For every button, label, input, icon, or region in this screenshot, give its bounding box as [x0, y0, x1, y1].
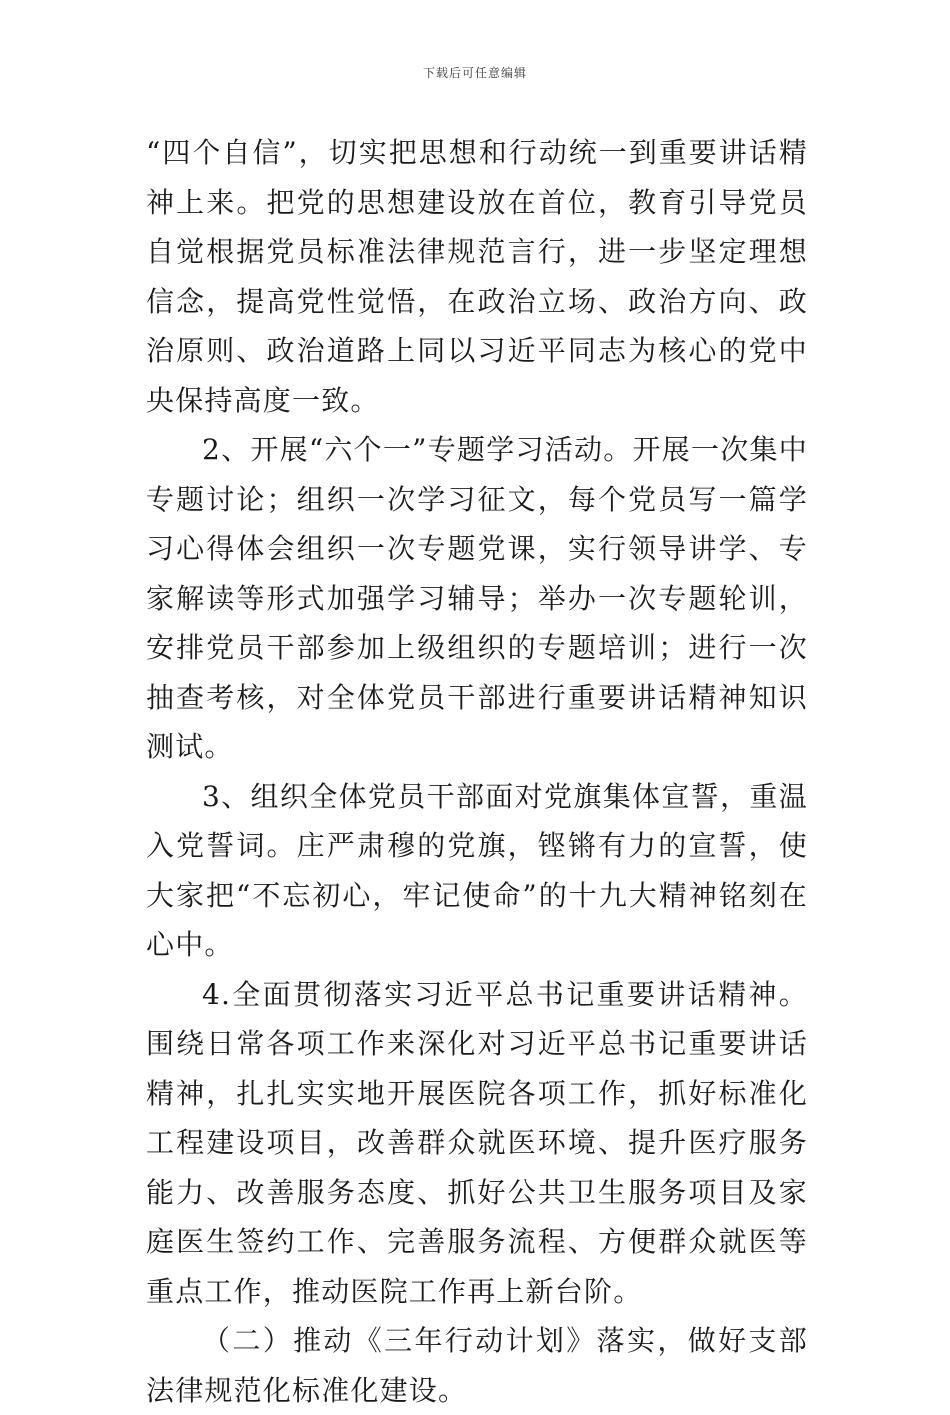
section-heading-2: （二）推动《三年行动计划》落实，做好支部法律规范化标准化建设。	[146, 1324, 808, 1407]
paragraph-item-3: 3、组织全体党员干部面对党旗集体宣誓，重温入党誓词。庄严肃穆的党旗，铿锵有力的宣誓，使大家把“不忘初心，牢记使命”的十九大精神铭刻在心中。	[146, 779, 808, 961]
document-body	[146, 128, 808, 1415]
paragraph-continuation: “四个自信”，切实把思想和行动统一到重要讲话精神上来。把党的思想建设放在首位，教育引导党员自觉根据党员标准法律规范言行，进一步坚定理想信念，提高党性觉悟，在政治立场、政治方向、政治原则、政治道路上同以习近平同志为核心的党中央保持高度一致。	[146, 136, 808, 417]
paragraph-item-2: 2、开展“六个一”专题学习活动。开展一次集中专题讨论；组织一次学习征文，每个党员写一篇学习心得体会组织一次专题党课，实行领导讲学、专家解读等形式加强学习辅导；举办一次专题轮训，安排党员干部参加上级组织的专题培训；进行一次抽查考核，对全体党员干部进行重要讲话精神知识测试。	[146, 433, 808, 763]
page-header-note: 下载后可任意编辑	[422, 66, 527, 80]
paragraph-item-4: 4.全面贯彻落实习近平总书记重要讲话精神。围绕日常各项工作来深化对习近平总书记重要讲话精神，扎扎实实地开展医院各项工作，抓好标准化工程建设项目，改善群众就医环境、提升医疗服务能力、改善服务态度、抓好公共卫生服务项目及家庭医生签约工作、完善服务流程、方便群众就医等重点工作，推动医院工作再上新台阶。	[146, 977, 808, 1308]
